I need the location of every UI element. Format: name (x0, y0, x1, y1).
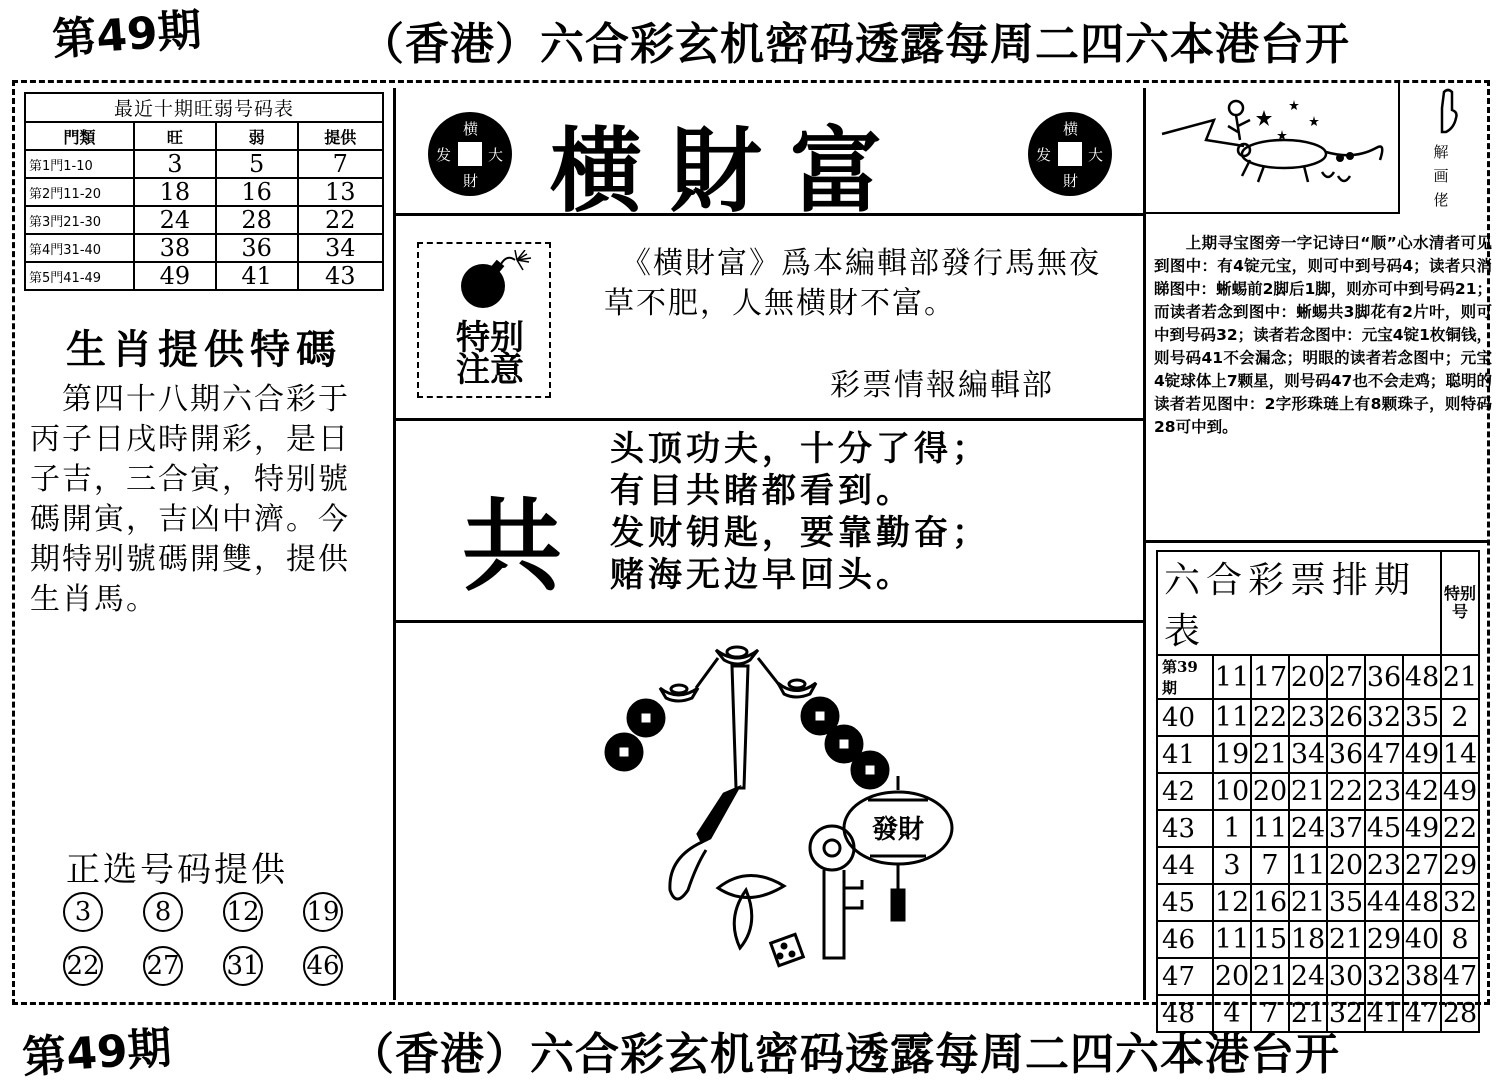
table-cell: 41 (216, 262, 298, 290)
lantern-text: 發財 (871, 815, 925, 845)
issue-number: 第49期 (50, 4, 204, 66)
column-header: 旺 (134, 122, 216, 150)
pick-ball: 22 (63, 946, 103, 986)
number-cell: 7 (1251, 847, 1289, 884)
special-cell: 49 (1441, 773, 1479, 810)
row-label: 第1門1-10 (25, 150, 134, 178)
number-cell: 30 (1327, 958, 1365, 995)
number-cell: 22 (1251, 699, 1289, 736)
divider-left (393, 88, 396, 1000)
notice-label (440, 318, 540, 390)
column-header: 提供 (298, 122, 383, 150)
poem-line: 头顶功夫，十分了得； (610, 429, 990, 469)
footer-issue-number: 第49期 (20, 1022, 174, 1084)
number-cell: 17 (1251, 655, 1289, 699)
special-number-header: 特别号 (1441, 551, 1479, 655)
number-cell: 24 (1289, 958, 1327, 995)
table-row (1157, 773, 1479, 810)
table-cell: 49 (134, 262, 216, 290)
coin-char: 横 (463, 120, 479, 138)
coin-char: 发 (436, 146, 452, 164)
special-cell: 22 (1441, 810, 1479, 847)
coin-char: 横 (1063, 120, 1079, 138)
pick-ball: 31 (223, 946, 263, 986)
treasure-illustration (598, 628, 978, 980)
coin-char: 大 (488, 146, 504, 164)
issue-cell: 41 (1157, 736, 1213, 773)
table-caption: 最近十期旺弱号码表 (25, 93, 383, 122)
table-row (1157, 921, 1479, 958)
poem-line: 发财钥匙，要靠勤奋； (610, 513, 990, 553)
notice-label-line: 注意 (456, 350, 524, 390)
coin-char: 財 (1063, 172, 1079, 190)
row-label: 第2門11-20 (25, 178, 134, 206)
number-cell: 10 (1213, 773, 1251, 810)
number-cell: 34 (1289, 736, 1327, 773)
number-cell: 21 (1251, 958, 1289, 995)
table-cell: 13 (298, 178, 383, 206)
notice-signature: 彩票情報編輯部 (830, 368, 1054, 403)
number-cell: 35 (1403, 699, 1441, 736)
number-cell: 49 (1403, 736, 1441, 773)
table-row (25, 234, 383, 262)
notice-text: 《横財富》爲本編輯部發行馬無夜草不肥，人無横財不富。 (604, 246, 1101, 321)
number-cell: 19 (1213, 736, 1251, 773)
table-row (25, 178, 383, 206)
issue-cell: 40 (1157, 699, 1213, 736)
number-cell: 48 (1403, 884, 1441, 921)
table-row (1157, 847, 1479, 884)
coin-char: 大 (1088, 146, 1104, 164)
number-cell: 18 (1289, 921, 1327, 958)
table-cell: 7 (298, 150, 383, 178)
coin-icon (428, 112, 512, 196)
number-cell: 11 (1289, 847, 1327, 884)
zodiac-title: 生肖提供特碼 (66, 327, 342, 373)
table-cell: 38 (134, 234, 216, 262)
divider-riddle (1146, 540, 1490, 543)
number-cell: 21 (1327, 921, 1365, 958)
table-cell: 28 (216, 206, 298, 234)
number-cell: 20 (1327, 847, 1365, 884)
number-cell: 21 (1289, 995, 1327, 1032)
number-cell: 11 (1251, 810, 1289, 847)
pick-ball: 3 (63, 892, 103, 932)
coin-icon (1028, 112, 1112, 196)
number-cell: 35 (1327, 884, 1365, 921)
number-cell: 26 (1327, 699, 1365, 736)
number-cell: 32 (1365, 958, 1403, 995)
schedule-title: 六合彩票排期表 (1157, 551, 1441, 655)
number-cell: 29 (1365, 921, 1403, 958)
number-cell: 11 (1213, 921, 1251, 958)
number-cell: 27 (1327, 655, 1365, 699)
issue-cell: 46 (1157, 921, 1213, 958)
number-cell: 3 (1213, 847, 1251, 884)
page-title: （香港）六合彩玄机密码透露每周二四六本港台开 (360, 19, 1350, 70)
table-row (1157, 884, 1479, 921)
bomb-icon (455, 250, 535, 312)
poem (610, 428, 990, 596)
issue-cell: 43 (1157, 810, 1213, 847)
number-cell: 7 (1251, 995, 1289, 1032)
coin-char: 发 (1036, 146, 1052, 164)
weak-strong-table (24, 92, 384, 291)
riddle-explanation: 上期寻宝图旁一字记诗曰“顺”心水清者可见到图中：有4锭元宝，则可中到号码4；读者只消睇图中：蜥蜴前2脚后1脚，则亦可中到号码21；而读者若念到图中：蜥蜴共3脚花有2片叶，则可中到号码32；读者若念图中：元宝4锭1枚铜钱，则号码41不会漏念；明眼的读者若念图中；元宝4锭球体上7颗星，则号码47也不会走鸡；聪明的读者若见图中：2字形珠琏上有8颗珠子，则特码28可中到。 (1154, 234, 1492, 436)
table-cell: 43 (298, 262, 383, 290)
poem-line: 赌海无边早回头。 (610, 555, 914, 595)
footer-title: （香港）六合彩玄机密码透露每周二四六本港台开 (350, 1029, 1340, 1080)
banner-title: 横財富 (550, 117, 911, 225)
number-cell: 4 (1213, 995, 1251, 1032)
number-cell: 12 (1213, 884, 1251, 921)
number-cell: 44 (1365, 884, 1403, 921)
row-label: 第5門41-49 (25, 262, 134, 290)
table-row (1157, 810, 1479, 847)
table-cell: 3 (134, 150, 216, 178)
divider-notice (396, 418, 1143, 421)
table-row (1157, 958, 1479, 995)
number-cell: 1 (1213, 810, 1251, 847)
riddle-character: 共 (462, 488, 562, 605)
column-header: 弱 (216, 122, 298, 150)
number-cell: 21 (1289, 884, 1327, 921)
number-cell: 11 (1213, 655, 1251, 699)
number-cell: 20 (1213, 958, 1251, 995)
pick-ball: 19 (303, 892, 343, 932)
number-cell: 24 (1289, 810, 1327, 847)
issue-cell: 48 (1157, 995, 1213, 1032)
table-cell: 34 (298, 234, 383, 262)
zodiac-body: 第四十八期六合彩于丙子日戌時開彩，是日子吉，三合寅，特别號碼開寅，吉凶中濟。今期特别號碼開雙，提供生肖馬。 (30, 382, 350, 617)
row-label: 第4門31-40 (25, 234, 134, 262)
coin-char: 財 (463, 172, 479, 190)
issue-cell: 47 (1157, 958, 1213, 995)
number-cell: 36 (1327, 736, 1365, 773)
number-cell: 23 (1365, 847, 1403, 884)
number-cell: 32 (1327, 995, 1365, 1032)
number-cell: 42 (1403, 773, 1441, 810)
pick-ball: 8 (143, 892, 183, 932)
pick-ball: 12 (223, 892, 263, 932)
special-cell: 29 (1441, 847, 1479, 884)
table-row (1157, 655, 1479, 699)
number-cell: 11 (1213, 699, 1251, 736)
number-cell: 38 (1403, 958, 1441, 995)
number-cell: 37 (1327, 810, 1365, 847)
number-cell: 32 (1365, 699, 1403, 736)
number-cell: 41 (1365, 995, 1403, 1032)
number-cell: 48 (1403, 655, 1441, 699)
table-cell: 24 (134, 206, 216, 234)
divider-poem (396, 620, 1143, 623)
puzzle-caption: 解画佬 (1433, 143, 1449, 209)
table-cell: 18 (134, 178, 216, 206)
number-cell: 16 (1251, 884, 1289, 921)
number-cell: 47 (1365, 736, 1403, 773)
table-row (25, 150, 383, 178)
notice-label-line: 特别 (456, 318, 524, 358)
column-header: 門類 (25, 122, 134, 150)
number-cell: 20 (1289, 655, 1327, 699)
table-cell: 22 (298, 206, 383, 234)
number-cell: 47 (1403, 995, 1441, 1032)
issue-cell: 44 (1157, 847, 1213, 884)
special-cell: 28 (1441, 995, 1479, 1032)
table-row (25, 262, 383, 290)
divider-right (1143, 88, 1146, 1000)
table-row (1157, 736, 1479, 773)
number-cell: 36 (1365, 655, 1403, 699)
number-cell: 23 (1289, 699, 1327, 736)
special-cell: 8 (1441, 921, 1479, 958)
number-cell: 40 (1403, 921, 1441, 958)
number-cell: 23 (1365, 773, 1403, 810)
special-cell: 14 (1441, 736, 1479, 773)
number-cell: 21 (1289, 773, 1327, 810)
poem-line: 有目共睹都看到。 (610, 471, 914, 511)
table-cell: 5 (216, 150, 298, 178)
table-cell: 16 (216, 178, 298, 206)
pointing-hand-icon (1434, 88, 1464, 134)
number-cell: 21 (1251, 736, 1289, 773)
special-cell: 47 (1441, 958, 1479, 995)
table-row (25, 206, 383, 234)
pick-ball: 27 (143, 946, 183, 986)
table-row (1157, 699, 1479, 736)
special-cell: 2 (1441, 699, 1479, 736)
row-label: 第3門21-30 (25, 206, 134, 234)
number-cell: 15 (1251, 921, 1289, 958)
issue-cell: 第39期 (1157, 655, 1213, 699)
number-cell: 27 (1403, 847, 1441, 884)
issue-cell: 42 (1157, 773, 1213, 810)
table-cell: 36 (216, 234, 298, 262)
special-cell: 32 (1441, 884, 1479, 921)
number-cell: 45 (1365, 810, 1403, 847)
lizard-puzzle-picture (1154, 90, 1394, 200)
number-cell: 20 (1251, 773, 1289, 810)
special-cell: 21 (1441, 655, 1479, 699)
number-cell: 49 (1403, 810, 1441, 847)
number-cell: 22 (1327, 773, 1365, 810)
picks-title: 正选号码提供 (66, 850, 288, 890)
pick-ball: 46 (303, 946, 343, 986)
issue-cell: 45 (1157, 884, 1213, 921)
schedule-table (1156, 550, 1480, 1033)
